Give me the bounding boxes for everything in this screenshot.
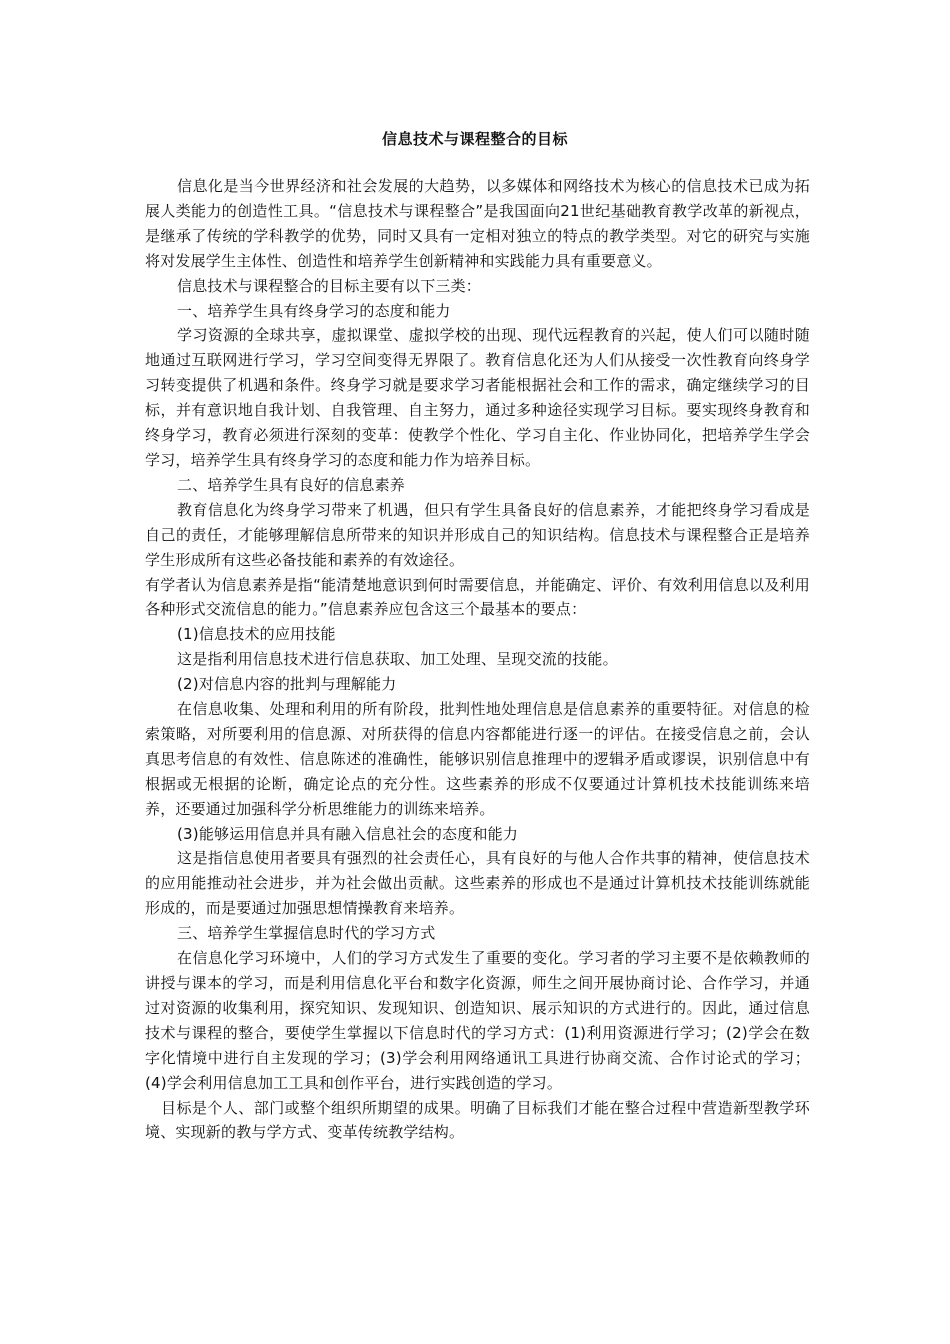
paragraph-social-integration: 这是指信息使用者要具有强烈的社会责任心，具有良好的与他人合作共事的精神，使信息技术的应用能推动社会进步，并为社会做出贡献。这些素养的形成也不是通过计算机技术技能训练就能形成的，而是要通过加强思想情操教育来培养。 (145, 849, 810, 918)
subheading-social-integration: (3)能够运用信息并具有融入信息社会的态度和能力 (177, 824, 519, 843)
paragraph-application-skills: 这是指利用信息技术进行信息获取、加工处理、呈现交流的技能。 (177, 650, 618, 669)
paragraph-information-literacy: 教育信息化为终身学习带来了机遇，但只有学生具备良好的信息素养，才能把终身学习看成是自己的责任，才能够理解信息所带来的知识并形成自己的知识结构。信息技术与课程整合正是培养学生形成所有这些必备技能和素养的有效途径。 (145, 500, 810, 569)
heading-lifelong-learning: 一、培养学生具有终身学习的态度和能力 (177, 301, 451, 320)
paragraph-learning-methods: 在信息化学习环境中，人们的学习方式发生了重要的变化。学习者的学习主要不是依赖教师的讲授与课本的学习，而是利用信息化平台和数字化资源，师生之间开展协商讨论、合作学习，并通过对资源的收集利用，探究知识、发现知识、创造知识、展示知识的方式进行的。因此，通过信息技术与课程的整合，要使学生掌握以下信息时代的学习方式：(1)利用资源进行学习；(2)学会在数字化情境中进行自主发现的学习；(3)学会利用网络通讯工具进行协商交流、合作讨论式的学习；(4)学会利用信息加工工具和创作平台，进行实践创造的学习。 (145, 949, 810, 1092)
subheading-application-skills: (1)信息技术的应用技能 (177, 625, 336, 644)
paragraph-intro: 信息化是当今世界经济和社会发展的大趋势，以多媒体和网络技术为核心的信息技术已成为拓展人类能力的创造性工具。“信息技术与课程整合”是我国面向21世纪基础教育教学改革的新视点，是继承了传统的学科教学的优势，同时又具有一定相对独立的特点的教学类型。对它的研究与实施将对发展学生主体性、创造性和培养学生创新精神和实践能力具有重要意义。 (145, 177, 810, 270)
paragraph-goals-summary: 信息技术与课程整合的目标主要有以下三类： (177, 276, 482, 295)
document-body (145, 174, 810, 1145)
paragraph-lifelong-learning: 学习资源的全球共享，虚拟课堂、虚拟学校的出现、现代远程教育的兴起，使人们可以随时随地通过互联网进行学习，学习空间变得无界限了。教育信息化还为人们从接受一次性教育向终身学习转变提供了机遇和条件。终身学习就是要求学习者能根据社会和工作的需求，确定继续学习的目标，并有意识地自我计划、自我管理、自主努力，通过多种途径实现学习目标。要实现终身教育和终身学习，教育必须进行深刻的变革：使教学个性化、学习自主化、作业协同化，把培养学生学会学习，培养学生具有终身学习的态度和能力作为培养目标。 (145, 326, 810, 469)
paragraph-literacy-definition: 有学者认为信息素养是指“能清楚地意识到何时需要信息，并能确定、评价、有效利用信息以及利用各种形式交流信息的能力。”信息素养应包含这三个最基本的要点： (145, 575, 810, 619)
document-title: 信息技术与课程整合的目标 (381, 130, 568, 148)
heading-information-literacy: 二、培养学生具有良好的信息素养 (177, 475, 406, 494)
paragraph-critical-understanding: 在信息收集、处理和利用的所有阶段，批判性地处理信息是信息素养的重要特征。对信息的检索策略，对所要利用的信息源、对所获得的信息内容都能进行逐一的评估。在接受信息之前，会认真思考信息的有效性、信息陈述的准确性，能够识别信息推理中的逻辑矛盾或谬误，识别信息中有根据或无根据的论断，确定论点的充分性。这些素养的形成不仅要通过计算机技术技能训练来培养，还要通过加强科学分析思维能力的训练来培养。 (145, 700, 810, 818)
heading-learning-methods: 三、培养学生掌握信息时代的学习方式 (177, 924, 436, 943)
subheading-critical-understanding: (2)对信息内容的批判与理解能力 (177, 675, 397, 694)
paragraph-conclusion: 目标是个人、部门或整个组织所期望的成果。明确了目标我们才能在整合过程中营造新型教学环境、实现新的教与学方式、变革传统教学结构。 (145, 1098, 810, 1142)
